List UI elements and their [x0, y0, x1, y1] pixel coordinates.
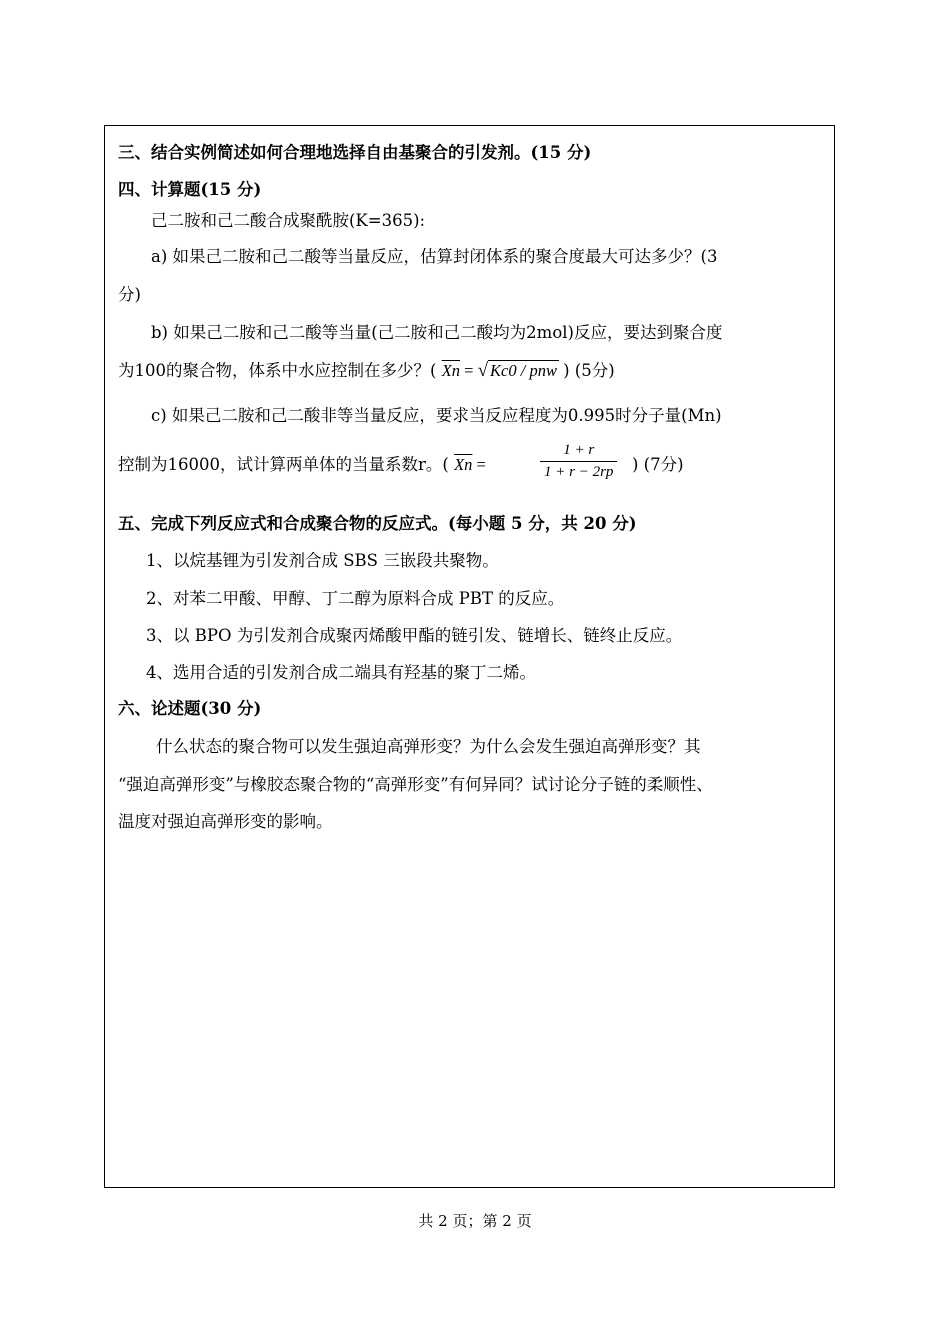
fraction-numerator: 1 + r	[563, 442, 595, 458]
xn-bar-symbol: $\overline{Xn}$	[454, 455, 473, 474]
q6-line1: 什么状态的聚合物可以发生强迫高弹形变？为什么会发生强迫高弹形变？其	[156, 737, 701, 756]
exam-frame	[104, 125, 835, 1188]
q4-b-line2	[118, 360, 615, 382]
q4-b-line2-end: ) (5分)	[563, 361, 615, 380]
q5-item-2: 2、对苯二甲酸、甲醇、丁二醇为原料合成 PBT 的反应。	[146, 589, 565, 608]
q4-c-fraction	[540, 441, 617, 482]
fraction-denominator: 1 + r − 2rp	[540, 461, 617, 482]
q5-heading: 五、完成下列反应式和合成聚合物的反应式。(每小题 5 分，共 20 分)	[118, 514, 637, 533]
q5-item-3: 3、以 BPO 为引发剂合成聚丙烯酸甲酯的链引发、链增长、链终止反应。	[146, 626, 683, 645]
q6-heading: 六、论述题(30 分)	[118, 699, 262, 718]
xn-bar-symbol: $\overline{Xn}$	[441, 361, 461, 380]
q3-heading: 三、结合实例简述如何合理地选择自由基聚合的引发剂。(15 分)	[118, 143, 592, 162]
q4-intro: 己二胺和己二酸合成聚酰胺(K=365):	[151, 211, 426, 230]
page-footer: 共 2 页；第 2 页	[418, 1212, 532, 1230]
sqrt-icon: √	[477, 360, 489, 381]
q4-c-line2-text: 控制为16000，试计算两单体的当量系数r。(	[118, 455, 449, 474]
equals-sign: =	[464, 361, 474, 380]
q4-a-line1: a) 如果己二胺和己二酸等当量反应，估算封闭体系的聚合度最大可达多少？(3	[151, 247, 718, 266]
q4-c-line2	[118, 454, 486, 476]
q6-line3: 温度对强迫高弹形变的影响。	[118, 812, 333, 831]
q5-item-1: 1、以烷基锂为引发剂合成 SBS 三嵌段共聚物。	[146, 551, 499, 570]
q4-c-line2-end: ) (7分)	[632, 455, 684, 474]
q4-c-line1: c) 如果己二胺和己二酸非等当量反应，要求当反应程度为0.995时分子量(Mn)	[151, 406, 722, 425]
q4-b-line2-text: 为100的聚合物，体系中水应控制在多少？(	[118, 361, 437, 380]
q4-b-line1: b) 如果己二胺和己二酸等当量(己二胺和己二酸均为2mol)反应，要达到聚合度	[151, 323, 723, 342]
q6-line2: “强迫高弹形变”与橡胶态聚合物的“高弹形变”有何异同？试讨论分子链的柔顺性、	[118, 775, 713, 794]
q4-b-formula	[442, 361, 563, 380]
q4-c-formula	[454, 455, 486, 474]
equals-sign: =	[476, 455, 486, 474]
sqrt-radicand: Kc0 / pnw	[490, 361, 557, 380]
q5-item-4: 4、选用合适的引发剂合成二端具有羟基的聚丁二烯。	[146, 663, 536, 682]
q4-heading: 四、计算题(15 分)	[118, 180, 262, 199]
q4-a-line2: 分)	[118, 285, 141, 304]
